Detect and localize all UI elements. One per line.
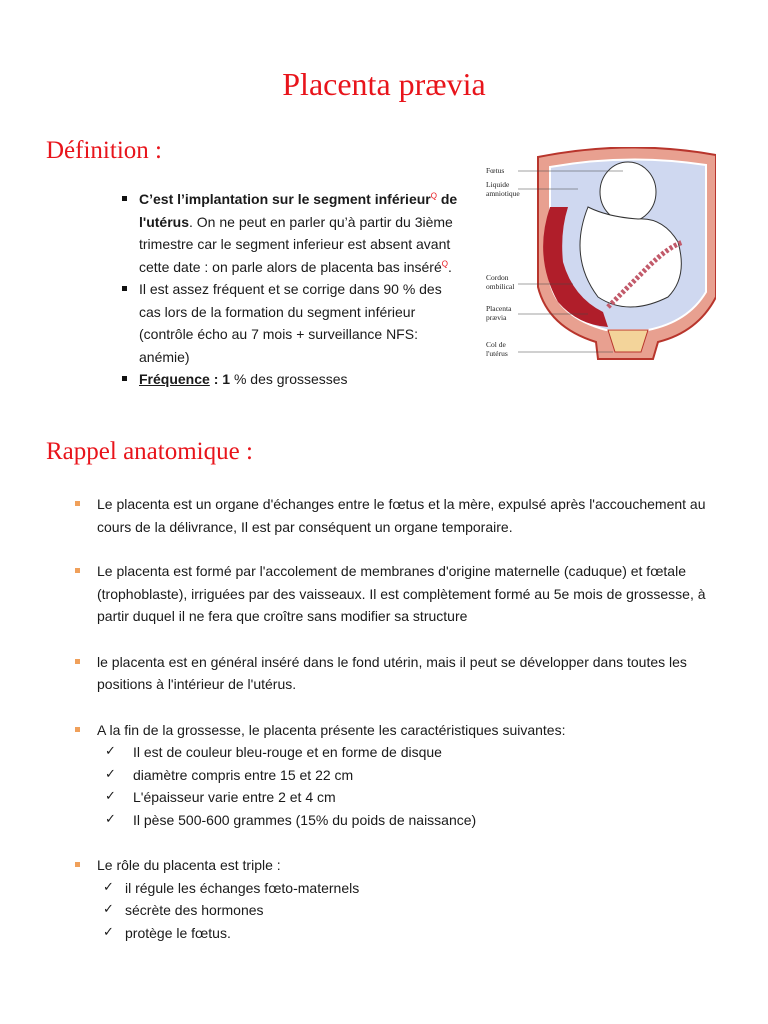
anatomy-text: Le placenta est formé par l'accolement de membranes d'origine maternelle (caduque) et fœtale (trophoblaste), irriguées par des vaisseaux. Il est complètement formé au 5e mois de grossesse, à partir duquel il ne fera que croître sans modifier sa structure [97,563,706,624]
definition-bold-text: de l'utérus [139,191,458,230]
anatomy-item [74,560,734,628]
cervix [608,330,648,352]
definition-text: . [447,258,452,275]
label-foetus: Fœtus [486,166,505,175]
anatomy-item [74,493,734,538]
definition-heading: Définition : [46,137,162,164]
check-item: ✓ diamètre compris entre 15 et 22 cm [97,764,734,787]
definition-bold-text: C’est l’implantation sur le segment inférieur [139,191,431,207]
placenta-praevia-illustration [478,147,716,362]
label-placenta: Placenta [486,304,512,313]
anatomy-text: Le rôle du placenta est triple : [97,857,281,873]
frequency-label: Fréquence [139,371,210,387]
characteristics-list [97,741,734,831]
label-amniotique: amniotique [486,189,520,198]
label-ombilical: ombilical [486,282,515,291]
definition-list [122,188,467,391]
definition-text: Il est assez fréquent et se corrige dans 90 % des cas lors de la formation du segment inférieur (contrôle écho au 7 mois + surveillance NFS: anémie) [139,281,442,365]
check-item: ✓ protège le fœtus. [97,922,734,945]
label-cordon: Cordon [486,273,509,282]
check-item: ✓ sécrète des hormones [97,899,734,922]
anatomy-item [74,719,734,832]
frequency-colon: : [209,371,223,387]
frequency-value: 1 [222,371,231,387]
label-uterus: l'utérus [486,349,508,358]
check-item: ✓ L'épaisseur varie entre 2 et 4 cm [97,786,734,809]
check-item: ✓ Il pèse 500-600 grammes (15% du poids de naissance) [97,809,734,832]
anatomy-heading: Rappel anatomique : [46,438,253,465]
q-marker: Q [441,258,448,268]
frequency-text: % des grossesses [230,371,348,387]
anatomy-text: A la fin de la grossesse, le placenta présente les caractéristiques suivantes: [97,721,566,738]
anatomy-item [74,651,734,696]
label-col-de: Col de [486,340,506,349]
anatomy-list [74,493,734,944]
check-item: ✓ Il est de couleur bleu-rouge et en forme de disque [97,741,734,764]
definition-item [122,188,467,278]
anatomy-text: Le placenta est un organe d'échanges entre le fœtus et la mère, expulsé après l'accouchement au cours de la délivrance, Il est par conséquent un organe temporaire. [97,496,706,535]
anatomy-text: le placenta est en général inséré dans le fond utérin, mais il peut se développer dans toutes les positions à l'intérieur de l'utérus. [97,653,687,692]
roles-list [97,877,734,945]
definition-item [122,368,467,391]
anatomy-item [74,854,734,944]
label-praevia: prævia [486,313,507,322]
q-marker: Q [430,191,437,201]
definition-text: . On ne peut en parler qu’à partir du 3ième trimestre car le segment inferieur est absent avant cette date : on parle alors de placenta bas inséré [139,213,453,275]
label-liquide: Liquide [486,180,510,189]
check-item: ✓ il régule les échanges fœto-maternels [97,877,734,900]
definition-item [122,278,467,368]
page-title: Placenta prævia [282,66,486,102]
